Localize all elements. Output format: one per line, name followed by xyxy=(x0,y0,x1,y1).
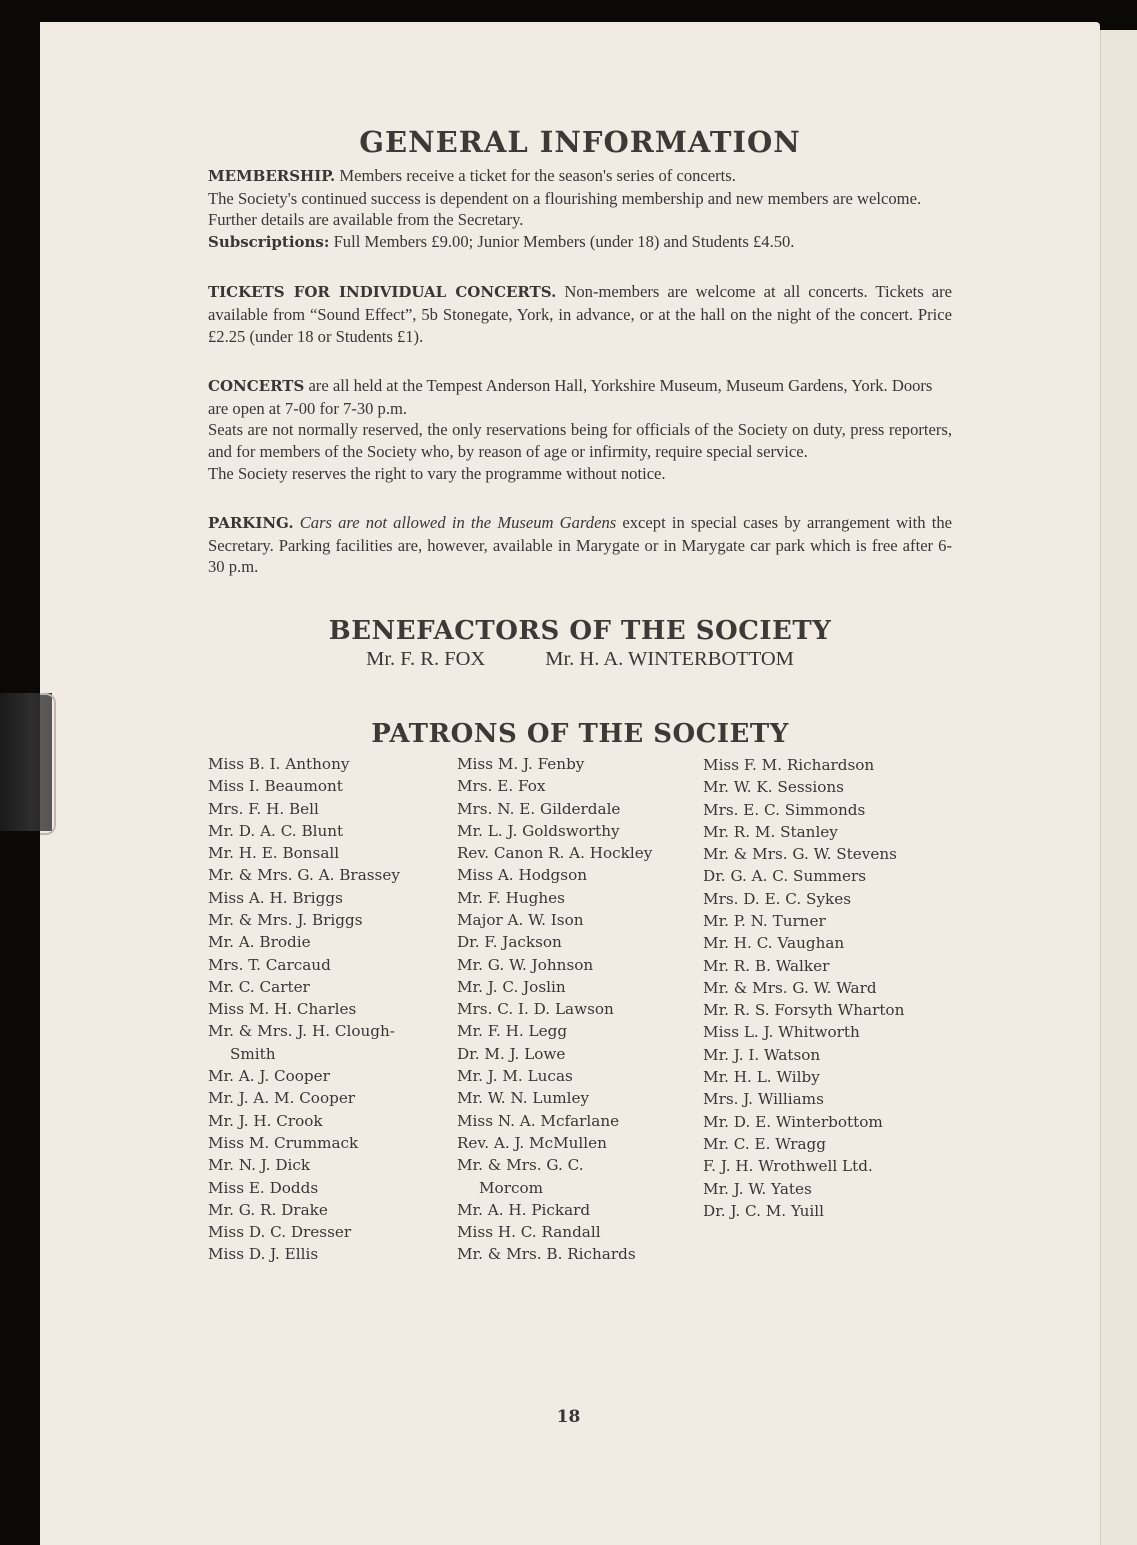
patrons-column-3 xyxy=(703,753,952,1266)
parking-section xyxy=(208,512,952,578)
benefactor-name: Mr. H. A. WINTERBOTTOM xyxy=(545,647,794,670)
patron-name: Mr. H. E. Bonsall xyxy=(208,844,340,863)
patron-name: Mr. W. K. Sessions xyxy=(703,778,844,797)
patron-name: Mr. H. C. Vaughan xyxy=(703,934,845,953)
patron-name: Mrs. C. I. D. Lawson xyxy=(457,1000,614,1019)
patron-name: Mr. R. B. Walker xyxy=(703,956,830,975)
patron-name: Mr. R. S. Forsyth Wharton xyxy=(703,1001,905,1020)
tickets-text: Non-members are welcome at all concerts. Tickets are available from “Sound Effect”, 5b Stonegate, York, in advance, or at the hall on the night of the concert. Price £2.25 (under 18 or Students £1). xyxy=(208,282,952,346)
patron-name: Miss N. A. Mcfarlane xyxy=(457,1111,620,1130)
patron-name: Mr. & Mrs. G. W. Ward xyxy=(703,978,877,997)
patron-name: Miss E. Dodds xyxy=(208,1178,319,1197)
patron-name: Mr. P. N. Turner xyxy=(703,911,826,930)
page-content xyxy=(208,125,952,1266)
patron-name: Mr. A. J. Cooper xyxy=(208,1067,330,1086)
patron-name: Miss D. J. Ellis xyxy=(208,1245,319,1264)
membership-section xyxy=(208,165,952,253)
patron-name: Mr. C. E. Wragg xyxy=(703,1134,826,1153)
patron-name: Mr. G. W. Johnson xyxy=(457,955,594,974)
patron-name: Dr. G. A. C. Summers xyxy=(703,867,867,886)
concerts-text1: are all held at the Tempest Anderson Hall, Yorkshire Museum, Museum Gardens, York. Doors are open at 7-00 for 7-30 p.m. xyxy=(208,376,933,418)
patron-name: Mr. & Mrs. B. Richards xyxy=(457,1245,636,1264)
patron-name: Miss I. Beaumont xyxy=(208,777,343,796)
patron-name: Miss M. Crummack xyxy=(208,1133,359,1152)
patron-name: Morcom xyxy=(479,1178,544,1197)
parking-heading: PARKING. xyxy=(208,514,294,533)
patron-name: Mr. D. E. Winterbottom xyxy=(703,1112,883,1131)
patron-name: Miss M. H. Charles xyxy=(208,1000,357,1019)
patron-name: Miss A. H. Briggs xyxy=(208,888,343,907)
patron-name: Miss F. M. Richardson xyxy=(703,755,875,774)
patron-name: Mr. J. C. Joslin xyxy=(457,977,566,996)
patron-name: Mr. A. Brodie xyxy=(208,933,311,952)
patron-name: Mr. A. H. Pickard xyxy=(457,1200,591,1219)
patron-name: Mr. N. J. Dick xyxy=(208,1156,311,1175)
patron-name: Miss A. Hodgson xyxy=(457,866,587,885)
patrons-column-1 xyxy=(208,753,457,1266)
membership-line2: The Society's continued success is dependent on a flourishing membership and new members are welcome. Further details are available from the Secretary. xyxy=(208,188,922,230)
patron-name: Mr. H. L. Wilby xyxy=(703,1068,820,1087)
membership-line1: Members receive a ticket for the season's series of concerts. xyxy=(335,166,736,185)
subscriptions-label: Subscriptions: xyxy=(208,232,330,251)
patron-name: Mr. G. R. Drake xyxy=(208,1200,328,1219)
patron-name: Mr. F. Hughes xyxy=(457,888,565,907)
concerts-heading: CONCERTS xyxy=(208,377,305,396)
page-number: 18 xyxy=(556,1407,581,1427)
patron-name: Mrs. D. E. C. Sykes xyxy=(703,889,852,908)
patrons-title: PATRONS OF THE SOCIETY xyxy=(371,718,789,749)
patron-name: Rev. A. J. McMullen xyxy=(457,1133,607,1152)
patron-name: Mr. F. H. Legg xyxy=(457,1022,568,1041)
patron-name: Mrs. F. H. Bell xyxy=(208,799,319,818)
patron-name: Dr. J. C. M. Yuill xyxy=(703,1201,825,1220)
patron-name: Mr. J. A. M. Cooper xyxy=(208,1089,356,1108)
patron-name: Mrs. N. E. Gilderdale xyxy=(457,799,621,818)
patron-name: Miss M. J. Fenby xyxy=(457,754,585,773)
page-title: GENERAL INFORMATION xyxy=(359,125,801,159)
patron-name: Mr. & Mrs. J. H. Clough- xyxy=(208,1022,395,1041)
concerts-text2: Seats are not normally reserved, the only reservations being for officials of the Society on duty, press reporters, and for members of the Society who, by reason of age or infirmity, require special service. xyxy=(208,420,952,461)
membership-heading: MEMBERSHIP. xyxy=(208,167,336,185)
next-page-edge xyxy=(1100,30,1137,1545)
patron-name: Rev. Canon R. A. Hockley xyxy=(457,844,653,863)
binder-clip-edge xyxy=(40,693,56,835)
patron-name: Miss B. I. Anthony xyxy=(208,754,350,773)
patron-name: Mr. J. W. Yates xyxy=(703,1179,812,1198)
parking-text: except in special cases by arrangement with the Secretary. Parking facilities are, however, available in Marygate or in Marygate car park which is free after 6-30 p.m. xyxy=(208,513,952,577)
benefactor-name: Mr. F. R. FOX xyxy=(366,647,486,670)
patron-name: Dr. M. J. Lowe xyxy=(457,1044,566,1063)
patron-name: F. J. H. Wrothwell Ltd. xyxy=(703,1157,873,1176)
patron-name: Miss L. J. Whitworth xyxy=(703,1023,860,1042)
patron-name: Mr. D. A. C. Blunt xyxy=(208,821,344,840)
parking-italic: Cars are not allowed in the Museum Gardens xyxy=(293,513,617,533)
benefactors-section xyxy=(208,616,952,671)
patron-name: Miss H. C. Randall xyxy=(457,1223,601,1242)
patrons-column-2 xyxy=(457,753,703,1266)
tickets-heading: TICKETS FOR INDIVIDUAL CONCERTS. xyxy=(208,283,557,302)
concerts-section xyxy=(208,375,952,484)
patron-name: Mr. & Mrs. J. Briggs xyxy=(208,910,363,929)
patron-name: Dr. F. Jackson xyxy=(457,933,562,952)
benefactors-title: BENEFACTORS OF THE SOCIETY xyxy=(328,615,832,646)
patron-name: Mrs. J. Williams xyxy=(703,1090,824,1109)
concerts-text3: The Society reserves the right to vary the programme without notice. xyxy=(208,463,666,483)
patron-name: Mrs. T. Carcaud xyxy=(208,955,331,974)
patron-name: Mr. L. J. Goldsworthy xyxy=(457,821,620,840)
subscriptions-text: Full Members £9.00; Junior Members (under 18) and Students £4.50. xyxy=(329,231,795,251)
patron-name: Mr. & Mrs. G. C. xyxy=(457,1156,584,1175)
patron-name: Smith xyxy=(230,1044,276,1063)
patron-name: Mr. C. Carter xyxy=(208,977,310,996)
patron-name: Mrs. E. C. Simmonds xyxy=(703,800,866,819)
patron-name: Mr. R. M. Stanley xyxy=(703,822,838,841)
patron-name: Miss D. C. Dresser xyxy=(208,1223,352,1242)
patron-name: Mr. J. I. Watson xyxy=(703,1045,821,1064)
patron-name: Mr. & Mrs. G. A. Brassey xyxy=(208,866,400,885)
patron-name: Major A. W. Ison xyxy=(457,910,584,929)
patrons-section xyxy=(208,719,952,1266)
patron-name: Mr. & Mrs. G. W. Stevens xyxy=(703,845,897,864)
patron-name: Mr. J. H. Crook xyxy=(208,1111,323,1130)
tickets-section xyxy=(208,281,952,347)
patron-name: Mrs. E. Fox xyxy=(457,777,546,796)
patron-name: Mr. W. N. Lumley xyxy=(457,1089,590,1108)
patron-name: Mr. J. M. Lucas xyxy=(457,1067,573,1086)
